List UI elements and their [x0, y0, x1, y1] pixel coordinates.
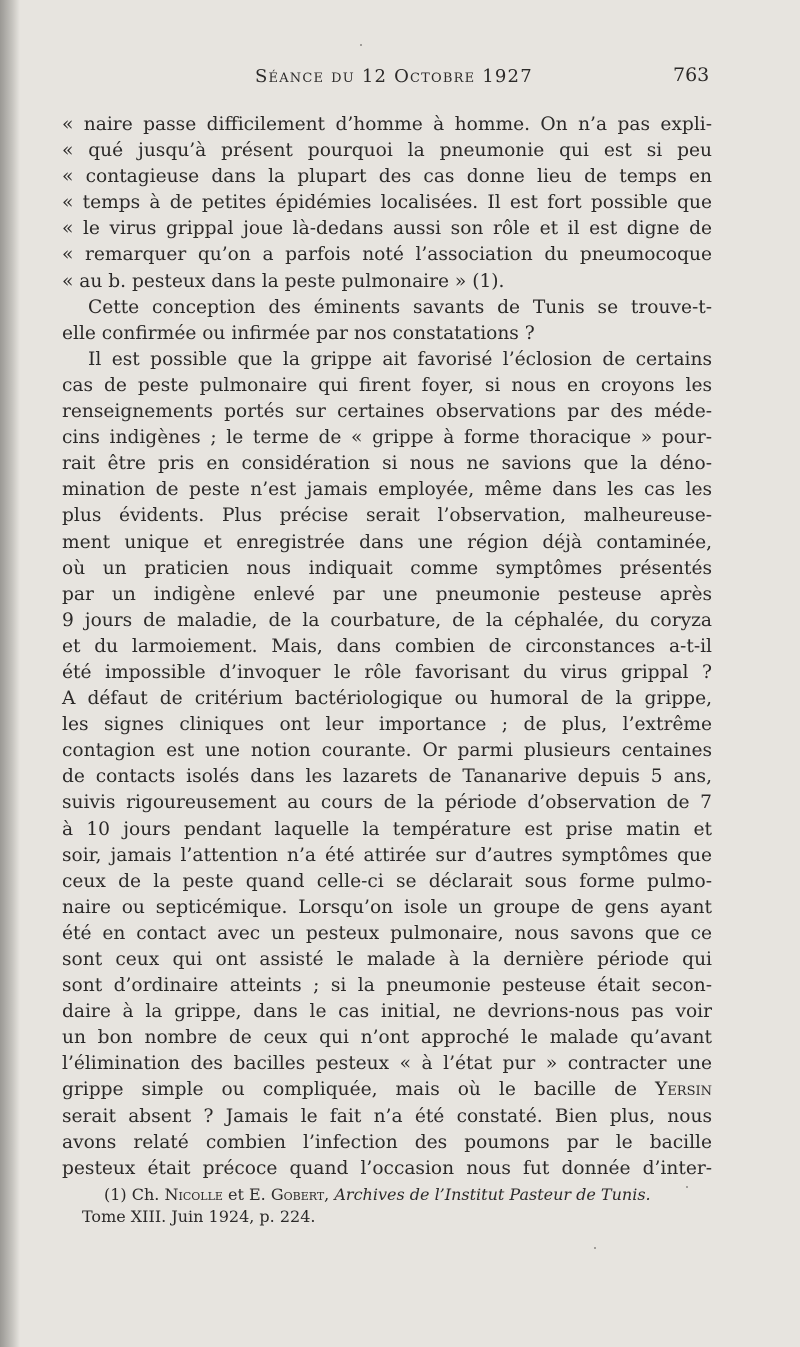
text-line: « au b. pesteux dans la peste pulmonaire » (1). [62, 270, 505, 292]
footnote-journal: Archives de l’Institut Pasteur de Tunis. [334, 1185, 651, 1204]
text-line: A défaut de critérium bactériologique ou humoral de la grippe, [62, 688, 712, 710]
yersin-name: Yersin [655, 1079, 713, 1101]
text-line: été en contact avec un pesteux pulmonaire, nous savons que ce [62, 922, 712, 944]
text-line: par un indigène enlevé par une pneumonie pesteuse après [62, 583, 712, 605]
text-line: 9 jours de maladie, de la courbature, de la céphalée, du coryza [62, 609, 712, 631]
text-line: les signes cliniques ont leur importance ; de plus, l’extrême [62, 714, 712, 736]
text-line: à 10 jours pendant laquelle la température est prise matin et [62, 818, 712, 840]
footnote-author-2: Gobert, [270, 1185, 330, 1204]
text-line: ment unique et enregistrée dans une région déjà contaminée, [62, 531, 712, 553]
text-line: cas de peste pulmonaire qui firent foyer, si nous en croyons les [62, 374, 712, 396]
text-line: été impossible d’invoquer le rôle favorisant du virus grippal ? [62, 661, 712, 683]
text-line: l’élimination des bacilles pesteux « à l’état pur » contracter une [62, 1053, 712, 1075]
text-line: soir, jamais l’attention n’a été attirée sur d’autres symptômes que [62, 844, 712, 866]
paper-speck [594, 1247, 596, 1249]
text-line: pesteux était précoce quand l’occasion nous fut donnée d’inter- [62, 1157, 712, 1179]
text-line: « le virus grippal joue là-dedans aussi son rôle et il est digne de [62, 218, 712, 240]
text-line: elle confirmée ou infirmée par nos constatations ? [62, 322, 535, 344]
text-line: « naire passe difficilement d’homme à homme. On n’a pas expli- [62, 114, 712, 135]
text-line: sont ceux qui ont assisté le malade à la dernière période qui [62, 949, 712, 970]
paper-speck [360, 44, 362, 46]
footnote-line-1 [104, 1184, 712, 1206]
text-line: avons relaté combien l’infection des poumons par le bacille [62, 1131, 712, 1153]
running-header [0, 66, 800, 96]
text-line: « temps à de petites épidémies localisées. Il est fort possible que [62, 192, 712, 214]
body-text [62, 112, 712, 1182]
text-line: serait absent ? Jamais le fait n’a été constaté. Bien plus, nous [62, 1105, 712, 1127]
footnote-line-2: Tome XIII. Juin 1924, p. 224. [82, 1207, 316, 1226]
text-line: suivis rigoureusement au cours de la période d’observation de 7 [62, 792, 712, 814]
text-line: renseignements portés sur certaines observations par des méde- [62, 401, 712, 423]
text-line-part: grippe simple ou compliquée, mais où le bacille de [62, 1079, 638, 1101]
page-number: 763 [673, 64, 710, 86]
text-line: plus évidents. Plus précise serait l’observation, malheureuse- [62, 505, 712, 527]
text-line: de contacts isolés dans les lazarets de Tananarive depuis 5 ans, [62, 766, 712, 788]
text-line: sont d’ordinaire atteints ; si la pneumonie pesteuse était secon- [62, 975, 712, 997]
text-line: contagion est une notion courante. Or parmi plusieurs centaines [62, 740, 712, 762]
text-line: où un praticien nous indiquait comme symptômes présentés [62, 557, 712, 579]
footnote-marker: (1) Ch. [104, 1185, 160, 1204]
text-line: rait être pris en considération si nous ne savions que la déno- [62, 453, 712, 475]
page-spine-shadow [0, 0, 20, 1347]
text-line: naire ou septicémique. Lorsqu’on isole un groupe de gens ayant [62, 896, 712, 918]
text-line: Il est possible que la grippe ait favorisé l’éclosion de certains [88, 348, 712, 370]
footnote-author-1: Nicolle [164, 1185, 223, 1204]
footnote [82, 1184, 712, 1228]
text-line: « remarquer qu’on a parfois noté l’association du pneumocoque [62, 244, 712, 266]
text-line: mination de peste n’est jamais employée, même dans les cas les [62, 479, 712, 501]
text-line: daire à la grippe, dans le cas initial, ne devrions-nous pas voir [62, 1001, 712, 1023]
text-line: « contagieuse dans la plupart des cas donne lieu de temps en [62, 166, 712, 188]
paper-speck [686, 1186, 688, 1188]
text-line: cins indigènes ; le terme de « grippe à forme thoracique » pour- [62, 427, 712, 449]
text-line: Cette conception des éminents savants de Tunis se trouve-t- [88, 296, 712, 318]
running-title: Séance du 12 Octobre 1927 [255, 66, 533, 87]
text-line: « qué jusqu’à présent pourquoi la pneumonie qui est si peu [62, 140, 712, 162]
footnote-conjunction: et E. [228, 1185, 266, 1204]
text-line: et du larmoiement. Mais, dans combien de circonstances a-t-il [62, 635, 712, 657]
text-line-with-name [62, 1077, 712, 1103]
text-line: un bon nombre de ceux qui n’ont approché le malade qu’avant [62, 1027, 712, 1049]
text-line: ceux de la peste quand celle-ci se déclarait sous forme pulmo- [62, 870, 712, 892]
